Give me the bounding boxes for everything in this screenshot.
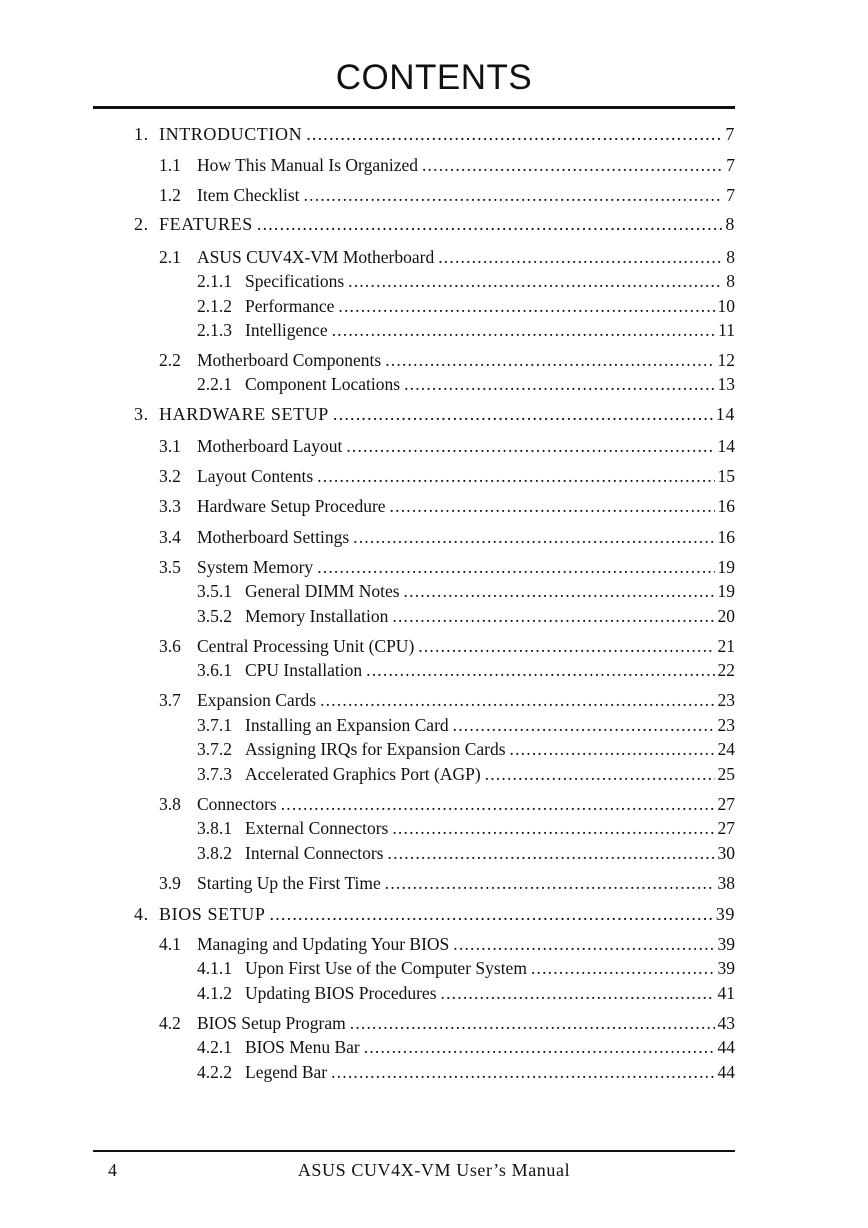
toc-leader-dots — [390, 496, 715, 517]
toc-leader-dots — [388, 843, 715, 864]
toc-entry-title: HARDWARE SETUP — [159, 404, 329, 424]
toc-entry — [197, 660, 735, 681]
toc-entry-number: 4.2 — [159, 1013, 181, 1033]
toc-entry-title: How This Manual Is Organized — [197, 155, 418, 175]
toc-entry-title: Upon First Use of the Computer System — [245, 958, 527, 978]
toc-entry-page: 24 — [717, 739, 735, 759]
toc-entry-title: Internal Connectors — [245, 843, 384, 863]
toc-leader-dots — [331, 1062, 714, 1083]
toc-leader-dots — [306, 124, 722, 145]
toc-entry-page: 38 — [717, 873, 735, 893]
toc-leader-dots — [332, 320, 716, 341]
toc-entry-number: 3.4 — [159, 527, 181, 547]
toc-entry — [197, 320, 735, 341]
toc-leader-dots — [422, 155, 723, 176]
toc-entry-page: 7 — [725, 124, 735, 144]
toc-entry-number: 3.9 — [159, 873, 181, 893]
toc-entry — [134, 124, 735, 145]
toc-entry — [197, 843, 735, 864]
toc-entry-number: 3.6.1 — [197, 660, 232, 680]
toc-entry — [159, 794, 735, 815]
toc-entry-title: General DIMM Notes — [245, 581, 400, 601]
toc-entry-page: 8 — [725, 214, 735, 234]
toc-leader-dots — [350, 1013, 715, 1034]
toc-leader-dots — [320, 690, 714, 711]
toc-entry-number: 2.2 — [159, 350, 181, 370]
toc-entry-title: Motherboard Settings — [197, 527, 350, 547]
toc-leader-dots — [353, 527, 714, 548]
toc-entry — [197, 1037, 735, 1058]
toc-entry-title: Assigning IRQs for Expansion Cards — [245, 739, 506, 759]
toc-entry — [159, 436, 735, 457]
toc-entry-title: Central Processing Unit (CPU) — [197, 636, 415, 656]
toc-entry — [197, 818, 735, 839]
toc-entry-page: 39 — [715, 904, 735, 924]
toc-entry-title: INTRODUCTION — [159, 124, 303, 144]
toc-entry — [197, 739, 735, 760]
toc-entry — [159, 527, 735, 548]
toc-leader-dots — [257, 214, 723, 235]
toc-entry-number: 3.3 — [159, 496, 181, 516]
toc-entry-title: Installing an Expansion Card — [245, 715, 449, 735]
toc-entry-number: 3.7 — [159, 690, 181, 710]
toc-leader-dots — [385, 873, 715, 894]
toc-entry — [159, 350, 735, 371]
toc-entry-title: Legend Bar — [245, 1062, 328, 1082]
toc-entry-title: Managing and Updating Your BIOS — [197, 934, 450, 954]
toc-entry-page: 8 — [726, 247, 735, 267]
toc-entry-title: Updating BIOS Procedures — [245, 983, 437, 1003]
toc-leader-dots — [317, 466, 714, 487]
toc-entry-title: Accelerated Graphics Port (AGP) — [245, 764, 481, 784]
toc-entry-page: 23 — [717, 715, 735, 735]
toc-leader-dots — [404, 581, 715, 602]
toc-entry-number: 3.1 — [159, 436, 181, 456]
toc-entry — [197, 1062, 735, 1083]
toc-entry-number: 3.8.1 — [197, 818, 232, 838]
toc-entry — [134, 404, 735, 425]
toc-leader-dots — [348, 271, 723, 292]
toc-leader-dots — [438, 247, 723, 268]
toc-entry-title: BIOS Menu Bar — [245, 1037, 360, 1057]
toc-entry-title: Memory Installation — [245, 606, 389, 626]
toc-entry — [159, 155, 735, 176]
toc-entry-title: System Memory — [197, 557, 314, 577]
toc-entry — [197, 581, 735, 602]
toc-entry-page: 30 — [717, 843, 735, 863]
toc-leader-dots — [531, 958, 715, 979]
toc-leader-dots — [453, 934, 714, 955]
toc-entry-page: 7 — [726, 155, 735, 175]
toc-leader-dots — [317, 557, 714, 578]
toc-entry — [197, 715, 735, 736]
toc-entry-title: Component Locations — [245, 374, 401, 394]
toc-leader-dots — [338, 296, 714, 317]
toc-entry-page: 21 — [717, 636, 735, 656]
header-rule — [93, 106, 735, 109]
toc-entry-number: 2. — [134, 214, 149, 234]
toc-entry — [197, 296, 735, 317]
toc-entry-title: CPU Installation — [245, 660, 363, 680]
toc-entry-number: 3.2 — [159, 466, 181, 486]
toc-entry-number: 1.1 — [159, 155, 181, 175]
toc-entry-number: 4.1.1 — [197, 958, 232, 978]
toc-entry-title: BIOS Setup Program — [197, 1013, 346, 1033]
footer-rule — [93, 1150, 735, 1152]
toc-entry-page: 13 — [717, 374, 735, 394]
toc-entry — [159, 934, 735, 955]
toc-entry — [159, 557, 735, 578]
toc-entry-page: 25 — [717, 764, 735, 784]
toc-entry-title: Starting Up the First Time — [197, 873, 381, 893]
toc-entry-number: 2.1 — [159, 247, 181, 267]
toc-entry-title: ASUS CUV4X-VM Motherboard — [197, 247, 435, 267]
toc-entry-page: 27 — [717, 818, 735, 838]
toc-leader-dots — [392, 818, 714, 839]
toc-entry-page: 27 — [717, 794, 735, 814]
toc-entry — [197, 958, 735, 979]
toc-entry-title: Intelligence — [245, 320, 328, 340]
toc-entry-title: Specifications — [245, 271, 345, 291]
toc-entry-page: 39 — [717, 958, 735, 978]
toc-entry-title: Item Checklist — [197, 185, 300, 205]
toc-entry — [197, 271, 735, 292]
footer-page-number: 4 — [108, 1160, 117, 1180]
toc-entry-page: 14 — [717, 436, 735, 456]
toc-leader-dots — [392, 606, 714, 627]
toc-entry-number: 3.6 — [159, 636, 181, 656]
toc-leader-dots — [453, 715, 715, 736]
toc-entry-page: 23 — [717, 690, 735, 710]
toc-entry-page: 43 — [717, 1013, 735, 1033]
toc-entry-number: 4.2.1 — [197, 1037, 232, 1057]
toc-leader-dots — [281, 794, 715, 815]
toc-entry-number: 2.2.1 — [197, 374, 232, 394]
toc-entry-page: 16 — [717, 496, 735, 516]
toc-entry — [197, 606, 735, 627]
toc-entry-page: 8 — [726, 271, 735, 291]
toc-entry-title: Layout Contents — [197, 466, 314, 486]
toc-entry-title: BIOS SETUP — [159, 904, 266, 924]
toc-entry-page: 7 — [726, 185, 735, 205]
toc-entry-number: 2.1.1 — [197, 271, 232, 291]
toc-entry-page: 22 — [717, 660, 735, 680]
toc-leader-dots — [333, 404, 713, 425]
toc-entry — [159, 873, 735, 894]
toc-entry-page: 12 — [717, 350, 735, 370]
toc-entry-number: 3.8.2 — [197, 843, 232, 863]
toc-entry-number: 3.5.2 — [197, 606, 232, 626]
toc-entry-number: 1. — [134, 124, 149, 144]
toc-entry-page: 14 — [715, 404, 735, 424]
toc-entry-page: 19 — [717, 581, 735, 601]
toc-entry — [197, 983, 735, 1004]
toc-entry-number: 3.7.1 — [197, 715, 232, 735]
toc-entry-title: Hardware Setup Procedure — [197, 496, 386, 516]
toc-entry-page: 15 — [717, 466, 735, 486]
toc-entry — [197, 374, 735, 395]
toc-entry-title: Performance — [245, 296, 335, 316]
page-title: CONTENTS — [335, 58, 533, 97]
toc-entry — [134, 904, 735, 925]
toc-entry — [159, 247, 735, 268]
toc-entry-number: 2.1.3 — [197, 320, 232, 340]
toc-entry-number: 3.7.3 — [197, 764, 232, 784]
toc-entry-page: 44 — [717, 1037, 735, 1057]
toc-entry-number: 4.1 — [159, 934, 181, 954]
toc-entry-number: 1.2 — [159, 185, 181, 205]
toc-entry-page: 39 — [717, 934, 735, 954]
toc-entry-number: 4. — [134, 904, 149, 924]
toc-entry-page: 11 — [718, 320, 735, 340]
toc-entry-title: FEATURES — [159, 214, 253, 234]
toc-entry-page: 10 — [717, 296, 735, 316]
toc-leader-dots — [418, 636, 714, 657]
toc-entry-page: 19 — [717, 557, 735, 577]
toc-entry-title: Expansion Cards — [197, 690, 317, 710]
toc-entry-title: External Connectors — [245, 818, 389, 838]
toc-entry — [159, 636, 735, 657]
toc-entry-number: 3.8 — [159, 794, 181, 814]
toc-entry-number: 3.5 — [159, 557, 181, 577]
toc-leader-dots — [510, 739, 715, 760]
toc-entry-title: Motherboard Layout — [197, 436, 343, 456]
toc-entry-title: Connectors — [197, 794, 277, 814]
toc-leader-dots — [304, 185, 724, 206]
toc-leader-dots — [404, 374, 714, 395]
toc-entry — [159, 690, 735, 711]
toc-entry — [134, 214, 735, 235]
toc-entry — [159, 496, 735, 517]
footer-manual-title: ASUS CUV4X-VM User’s Manual — [297, 1160, 571, 1180]
toc-entry-number: 3.7.2 — [197, 739, 232, 759]
toc-entry-page: 20 — [717, 606, 735, 626]
toc-entry-number: 3. — [134, 404, 149, 424]
toc-leader-dots — [364, 1037, 715, 1058]
toc-entry — [159, 1013, 735, 1034]
toc-leader-dots — [485, 764, 715, 785]
toc-entry-page: 41 — [717, 983, 735, 1003]
toc-entry-number: 4.1.2 — [197, 983, 232, 1003]
toc-leader-dots — [385, 350, 714, 371]
toc-leader-dots — [441, 983, 715, 1004]
toc-entry — [159, 466, 735, 487]
toc-entry — [197, 764, 735, 785]
toc-entry-page: 44 — [717, 1062, 735, 1082]
toc-leader-dots — [270, 904, 713, 925]
toc-entry-number: 4.2.2 — [197, 1062, 232, 1082]
toc-entry-number: 2.1.2 — [197, 296, 232, 316]
toc-entry-page: 16 — [717, 527, 735, 547]
toc-entry-title: Motherboard Components — [197, 350, 382, 370]
toc-entry — [159, 185, 735, 206]
toc-leader-dots — [346, 436, 714, 457]
toc-entry-number: 3.5.1 — [197, 581, 232, 601]
toc-leader-dots — [366, 660, 714, 681]
